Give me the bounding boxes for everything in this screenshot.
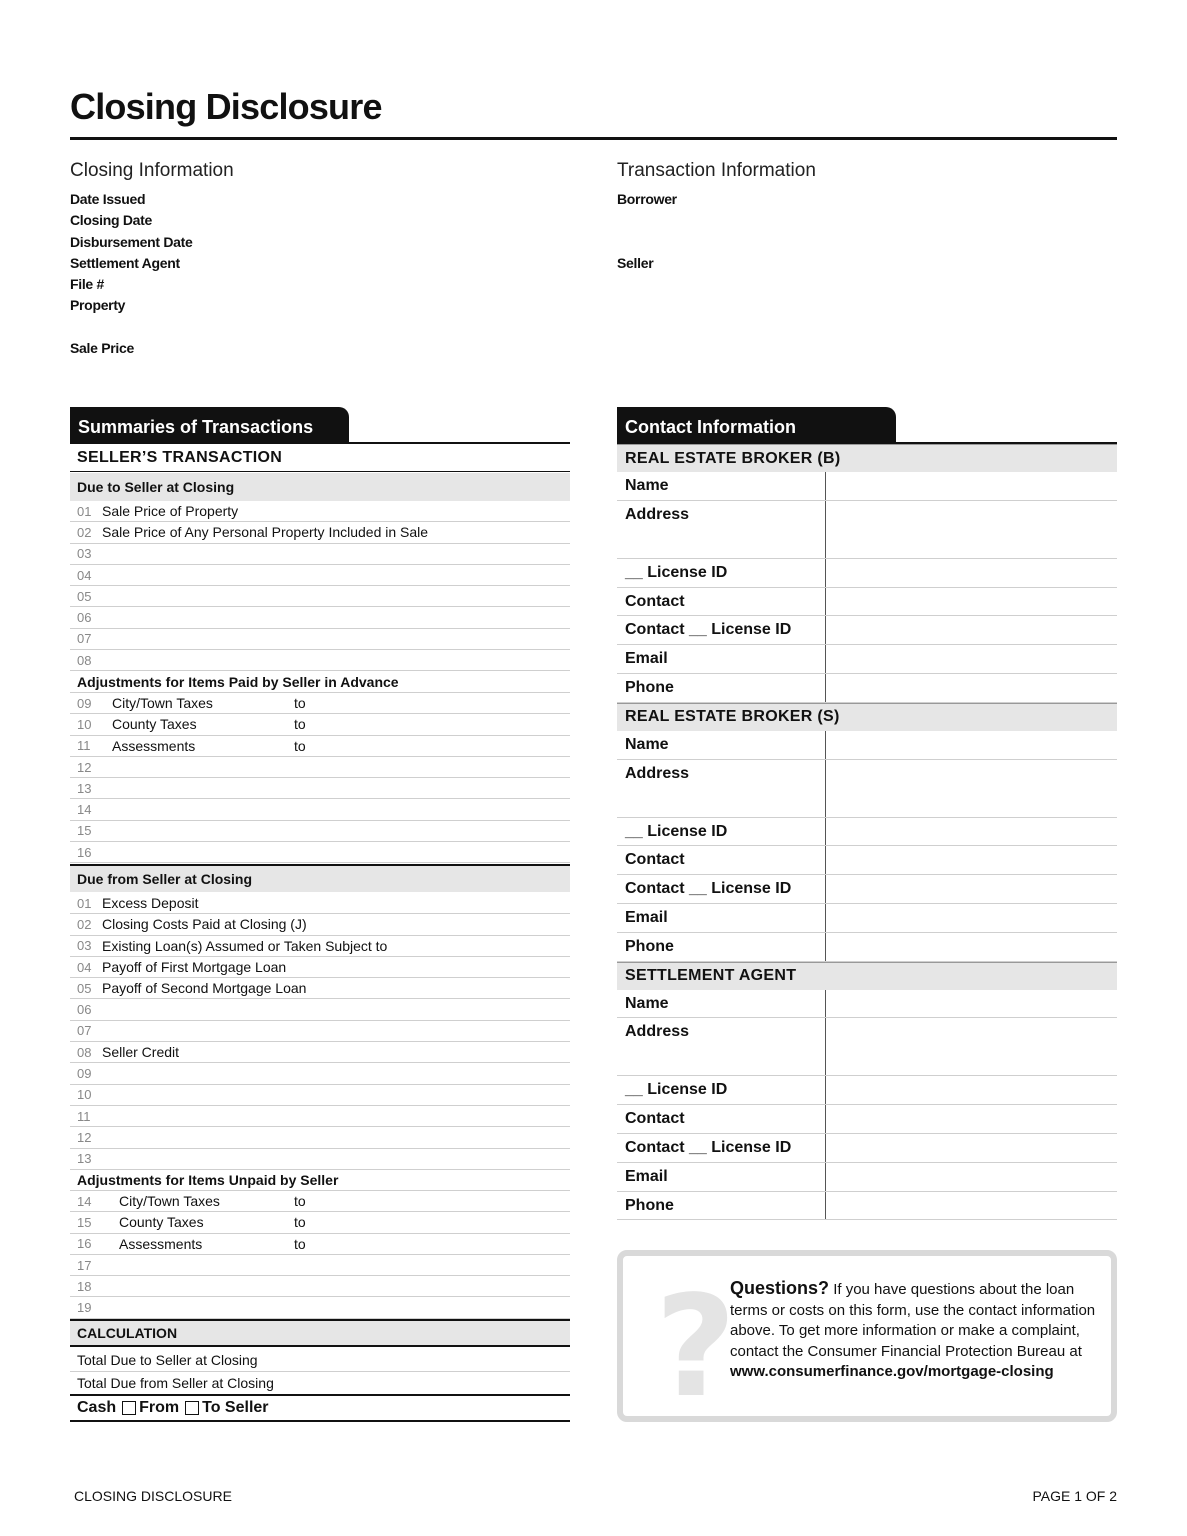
table-row [70,757,570,778]
from-checkbox[interactable] [122,1401,136,1415]
line-label: City/Town Taxes [119,1193,220,1210]
line-label: Payoff of First Mortgage Loan [102,959,287,976]
line-number: 07 [77,631,92,647]
contact-field-label: __ License ID [625,563,728,581]
contact-field-label: __ License ID [625,1081,728,1099]
line-number: 10 [77,1087,92,1103]
question-mark-icon: ? [655,1266,737,1429]
to-label: to [294,1214,306,1231]
contact-field-label: Address [625,1023,690,1041]
table-row [70,842,570,863]
line-number: 08 [77,1044,92,1060]
contact-field-label: Name [625,735,669,753]
line-number: 09 [77,695,92,711]
contact-field-row [617,472,1117,501]
line-label: Existing Loan(s) Assumed or Taken Subject to [102,937,388,954]
contact-field-label: Contact [625,1110,685,1128]
contact-field-row [617,1105,1117,1134]
table-row [70,893,570,914]
line-number: 12 [77,759,92,775]
to-seller-label: To Seller [202,1399,269,1416]
line-label: Seller Credit [102,1044,180,1061]
line-label: Excess Deposit [102,895,199,912]
cfpb-link[interactable]: www.consumerfinance.gov/mortgage-closing [730,1363,1054,1380]
contact-field-row [617,904,1117,933]
contact-field-row [617,645,1117,674]
contact-group-heading: REAL ESTATE BROKER (B) [617,444,1117,472]
contact-field-row [617,990,1117,1019]
line-number: 17 [77,1257,92,1273]
date-issued-label: Date Issued [70,191,146,207]
line-number: 02 [77,916,92,932]
table-row [70,1298,570,1319]
table-row [70,693,570,714]
contact-field-row [617,616,1117,645]
line-number: 12 [77,1129,92,1145]
to-label: to [294,716,306,733]
table-row [70,544,570,565]
line-number: 15 [77,1214,92,1230]
table-row [70,501,570,522]
table-row [70,1106,570,1127]
contact-field-label: Name [625,477,669,494]
line-number: 09 [77,1066,92,1082]
line-label: Sale Price of Property [102,503,239,520]
line-number: 16 [77,1236,92,1252]
borrower-label: Borrower [617,191,677,207]
property-label: Property [70,297,126,313]
table-row [70,978,570,999]
contact-field-row [617,760,1117,818]
line-label: Payoff of Second Mortgage Loan [102,980,307,997]
table-row [70,565,570,586]
contact-field-row [617,1192,1117,1221]
contact-field-label: Email [625,909,668,926]
contact-field-row [617,674,1117,703]
table-row [70,522,570,543]
line-number: 03 [77,546,92,562]
summaries-tab: Summaries of Transactions [70,407,349,443]
table-row [70,1191,570,1212]
table-row [70,1000,570,1021]
line-number: 16 [77,844,92,860]
to-label: to [294,1193,306,1210]
to-seller-checkbox[interactable] [185,1401,199,1415]
calculation-heading: CALCULATION [70,1319,570,1347]
contact-field-label: Email [625,650,668,668]
table-row [70,629,570,650]
line-number: 18 [77,1278,92,1294]
line-number: 02 [77,524,92,540]
adjustments-paid-heading: Adjustments for Items Paid by Seller in Advance [70,672,570,693]
contact-field-label: Name [625,994,669,1012]
table-row [70,1042,570,1063]
table-row [70,736,570,757]
contact-group-heading: SETTLEMENT AGENT [617,962,1117,990]
contact-field-row [617,559,1117,588]
line-number: 05 [77,588,92,604]
questions-body: If you have questions about the loan terms or costs on this form, use the contact information above. To get more information or make a complaint, contact the Consumer Financial Protection Bureau at [730,1281,1096,1360]
contact-field-label: __ License ID [625,822,728,840]
table-row [70,608,570,629]
contact-field-label: Address [625,764,690,782]
line-number: 11 [77,738,91,754]
total-due-from-seller-label: Total Due from Seller at Closing [77,1375,274,1391]
table-row [70,650,570,671]
table-row [70,1021,570,1042]
contact-field-label: Phone [625,937,674,955]
contact-field-row [617,818,1117,847]
from-label: From [139,1399,180,1416]
settlement-agent-label: Settlement Agent [70,255,180,271]
line-number: 01 [77,503,92,519]
contact-field-row [617,933,1117,962]
line-number: 04 [77,567,92,583]
line-number: 14 [77,802,92,818]
contact-field-label: Phone [625,679,674,696]
disbursement-date-label: Disbursement Date [70,234,193,250]
table-row [70,936,570,957]
contact-field-row [617,1018,1117,1076]
page-title: Closing Disclosure [70,86,382,127]
title-rule [70,137,1117,140]
footer-left: CLOSING DISCLOSURE [74,1488,232,1504]
line-number: 13 [77,780,92,796]
seller-label: Seller [617,255,654,271]
contact-field-label: Contact __ License ID [625,880,792,898]
cash-row [70,1396,570,1422]
questions-box [617,1250,1117,1429]
to-label: to [294,695,306,712]
due-to-seller-heading: Due to Seller at Closing [70,473,570,501]
adjustments-unpaid-heading: Adjustments for Items Unpaid by Seller [70,1170,570,1191]
line-label: Sale Price of Any Personal Property Included in Sale [102,524,429,541]
table-row [70,714,570,735]
line-label: Assessments [119,1235,203,1252]
contact-field-row [617,846,1117,875]
contact-field-label: Address [625,505,690,523]
table-row [70,586,570,607]
line-label: County Taxes [112,716,197,733]
questions-text [730,1278,1100,1383]
cash-label: Cash [77,1399,117,1416]
line-number: 05 [77,980,92,996]
line-number: 06 [77,610,92,626]
total-due-from-seller-row [70,1372,570,1396]
table-row [70,957,570,978]
table-row [70,1234,570,1255]
sellers-transaction-heading: SELLER’S TRANSACTION [70,444,570,472]
table-row [70,914,570,935]
line-number: 06 [77,1002,92,1018]
line-number: 07 [77,1023,92,1039]
line-number: 14 [77,1193,92,1209]
sale-price-label: Sale Price [70,340,134,356]
contact-field-row [617,1076,1117,1105]
line-label: Assessments [112,737,196,754]
line-number: 19 [77,1300,92,1316]
footer-page-number: PAGE 1 OF 2 [1032,1488,1117,1504]
table-row [70,1276,570,1297]
total-due-to-seller-row [70,1348,570,1372]
contact-field-row [617,731,1117,760]
table-row [70,1149,570,1170]
line-label: County Taxes [119,1214,204,1231]
line-label: City/Town Taxes [112,695,213,712]
table-row [70,1212,570,1233]
table-row [70,800,570,821]
contact-field-label: Contact __ License ID [625,621,792,639]
closing-date-label: Closing Date [70,212,152,228]
table-row [70,1085,570,1106]
contact-field-label: Email [625,1167,668,1185]
line-number: 01 [77,895,92,911]
line-label: Closing Costs Paid at Closing (J) [102,916,307,933]
total-due-to-seller-label: Total Due to Seller at Closing [77,1351,258,1368]
contact-tab: Contact Information [617,407,896,443]
line-number: 11 [77,1108,91,1124]
table-row [70,1255,570,1276]
contact-field-row [617,1163,1117,1192]
line-number: 08 [77,652,92,668]
contact-field-label: Contact [625,851,685,869]
line-number: 13 [77,1151,92,1167]
contact-field-label: Contact __ License ID [625,1139,792,1156]
due-from-seller-heading: Due from Seller at Closing [70,864,570,892]
closing-info-heading: Closing Information [70,160,234,181]
table-row [70,1063,570,1084]
contact-field-label: Contact [625,592,685,610]
contact-field-label: Phone [625,1196,674,1214]
contact-field-row [617,875,1117,904]
line-number: 04 [77,959,92,975]
contact-field-row [617,501,1117,559]
to-label: to [294,1235,306,1252]
line-number: 15 [77,823,92,839]
transaction-info-heading: Transaction Information [617,160,816,181]
contact-group-heading: REAL ESTATE BROKER (S) [617,703,1117,731]
to-label: to [294,737,306,754]
contact-field-row [617,588,1117,617]
line-number: 03 [77,938,92,954]
contact-field-row [617,1134,1117,1163]
table-row [70,821,570,842]
file-number-label: File # [70,276,104,292]
questions-heading: Questions? [730,1278,830,1298]
line-number: 10 [77,716,92,732]
table-row [70,778,570,799]
table-row [70,1127,570,1148]
